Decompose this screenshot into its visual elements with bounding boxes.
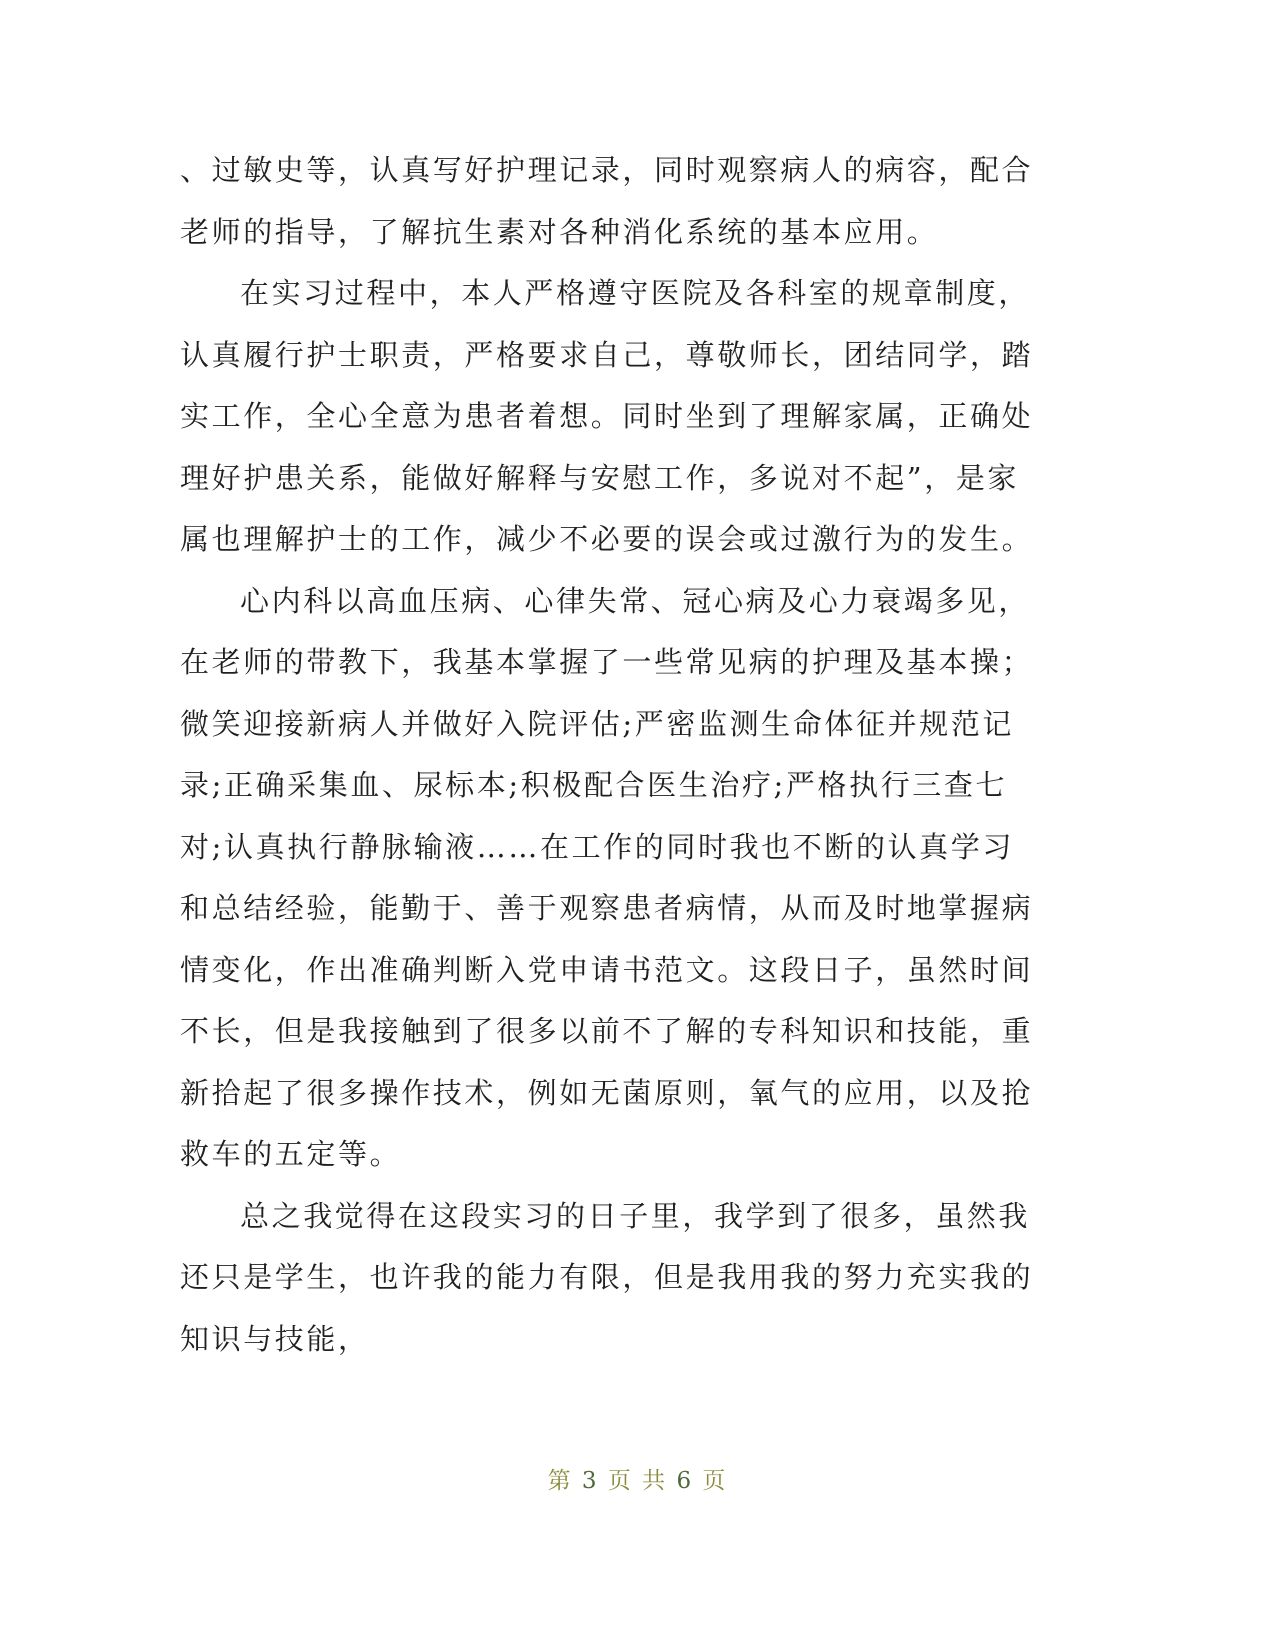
text-line: 录;正确采集血、尿标本;积极配合医生治疗;严格执行三查七 [180,768,1008,802]
text-line: 理好护患关系，能做好解释与安慰工作，多说对不起”，是家 [180,460,1020,495]
text-line: 救车的五定等。 [180,1137,402,1171]
text-line: 和总结经验，能勤于、善于观察患者病情，从而及时地掌握病 [180,891,1034,925]
text-line: 微笑迎接新病人并做好入院评估;严密监测生命体征并规范记 [180,706,1014,741]
footer-suffix: 页 [702,1468,728,1494]
document-body [180,140,1040,1370]
text-line: 还只是学生，也许我的能力有限，但是我用我的努力充实我的 [180,1260,1034,1294]
text-line: 不长，但是我接触到了很多以前不了解的专科知识和技能，重 [180,1014,1034,1048]
text-line: 实工作，全心全意为患者着想。同时坐到了理解家属，正确处 [180,399,1034,433]
text-line: 对;认真执行静脉输液……在工作的同时我也不断的认真学习 [180,829,1014,864]
text-line: 情变化，作出准确判断入党申请书范文。这段日子，虽然时间 [180,952,1034,987]
page-footer [0,1462,1275,1495]
text-line: 知识与技能， [180,1321,370,1356]
text-line: 新拾起了很多操作技术，例如无菌原则，氧气的应用，以及抢 [180,1075,1034,1110]
paragraph-start-line: 总之我觉得在这段实习的日子里，我学到了很多，虽然我 [240,1198,1031,1233]
paragraph-start-line: 心内科以高血压病、心律失常、冠心病及心力衰竭多见， [240,583,1031,618]
paragraph-start-line: 在实习过程中，本人严格遵守医院及各科室的规章制度， [240,276,1031,310]
text-line: 在老师的带教下，我基本掌握了一些常见病的护理及基本操； [180,645,1034,679]
text-line: 老师的指导，了解抗生素对各种消化系统的基本应用。 [180,214,939,249]
current-page-number: 3 [581,1468,599,1494]
text-line: 认真履行护士职责，严格要求自己，尊敬师长，团结同学，踏 [180,337,1034,372]
text-line: 、过敏史等，认真写好护理记录，同时观察病人的病容，配合 [180,153,1034,187]
total-page-number: 6 [676,1468,694,1494]
footer-middle: 页 共 [607,1468,668,1494]
footer-prefix: 第 [547,1468,573,1494]
text-line: 属也理解护士的工作，减少不必要的误会或过激行为的发生。 [180,522,1034,556]
